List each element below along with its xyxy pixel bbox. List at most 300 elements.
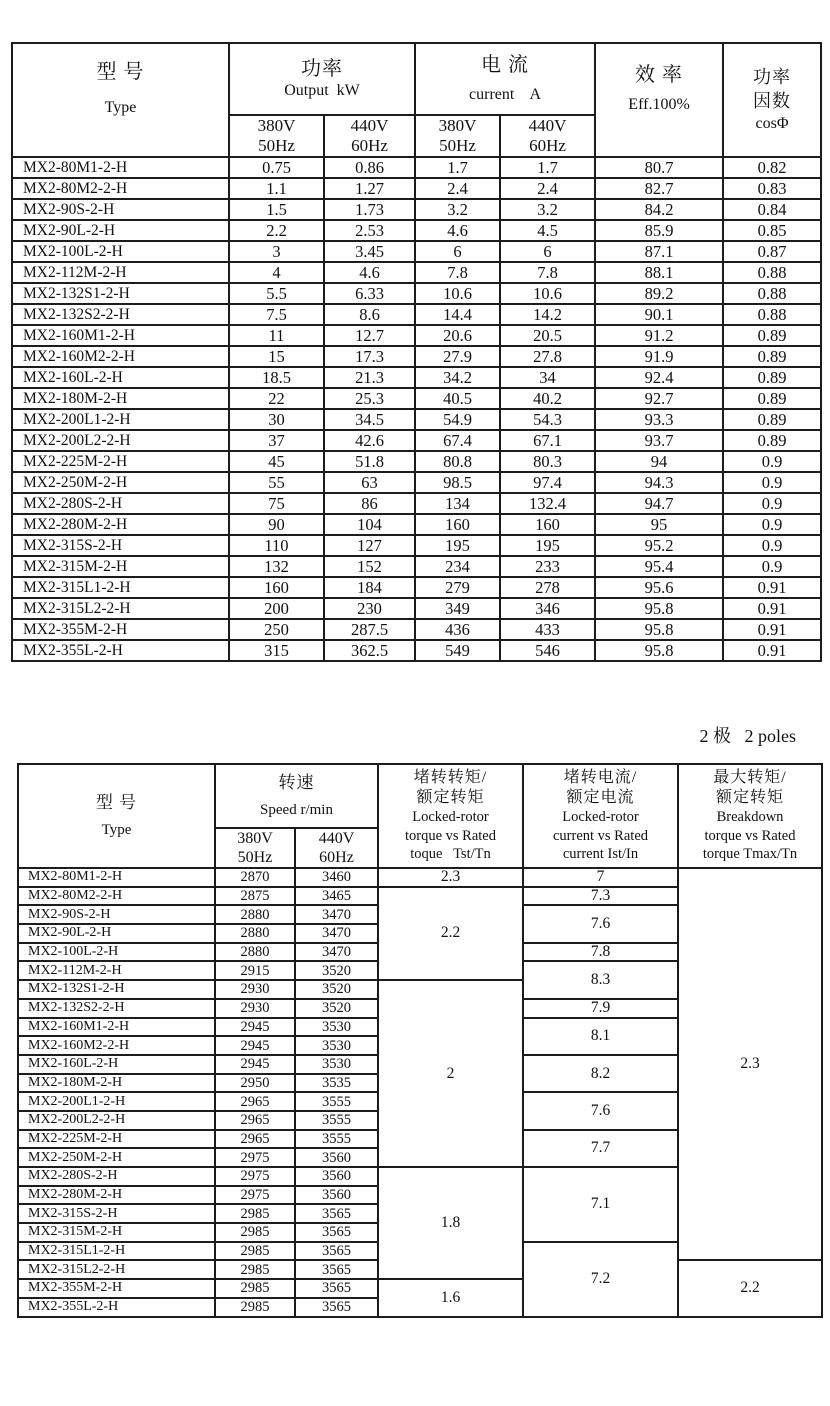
header-power-en: Output kW xyxy=(284,82,360,99)
amp-440v-cell: 54.3 xyxy=(500,409,595,430)
cos-phi-cell: 0.85 xyxy=(723,220,821,241)
subheader-speed-380v xyxy=(215,828,295,868)
kw-440v-cell: 25.3 xyxy=(324,388,415,409)
header-type xyxy=(12,43,229,157)
amp-440v-cell: 546 xyxy=(500,640,595,661)
ist-in-cell: 7.9 xyxy=(523,999,678,1018)
speed-440v-cell: 3560 xyxy=(295,1148,378,1167)
amp-380v-cell: 80.8 xyxy=(415,451,500,472)
speed-380v-cell: 2945 xyxy=(215,1036,295,1055)
kw-380v-cell: 30 xyxy=(229,409,324,430)
table1-row xyxy=(12,409,821,430)
kw-380v-cell: 11 xyxy=(229,325,324,346)
efficiency-cell: 92.4 xyxy=(595,367,723,388)
efficiency-cell: 85.9 xyxy=(595,220,723,241)
speed-380v-cell: 2985 xyxy=(215,1242,295,1261)
cos-phi-cell: 0.87 xyxy=(723,241,821,262)
speed-440v-cell: 3530 xyxy=(295,1036,378,1055)
kw-380v-cell: 22 xyxy=(229,388,324,409)
tst-line: torque vs Rated xyxy=(404,827,496,844)
tst-tn-cell: 2.3 xyxy=(378,868,523,887)
header-locked-rotor-current xyxy=(523,764,678,868)
amp-440v-cell: 20.5 xyxy=(500,325,595,346)
amp-440v-cell: 34 xyxy=(500,367,595,388)
speed-380v-cell: 2930 xyxy=(215,999,295,1018)
model-cell: MX2-200L2-2-H xyxy=(18,1111,215,1130)
tmax-tn-cell: 2.3 xyxy=(678,868,822,1260)
amp-440v-cell: 346 xyxy=(500,598,595,619)
amp-440v-cell: 27.8 xyxy=(500,346,595,367)
spec-table-electrical xyxy=(11,42,822,662)
subheader-speed-440v xyxy=(295,828,378,868)
ist-in-cell: 7.6 xyxy=(523,905,678,942)
subheader-kw-380v xyxy=(229,115,324,157)
tmax-line: torque vs Rated xyxy=(704,827,796,844)
tst-line: 堵转转矩/ xyxy=(413,769,488,787)
kw-440v-cell: 34.5 xyxy=(324,409,415,430)
amp-380v-cell: 67.4 xyxy=(415,430,500,451)
kw-440v-cell: 17.3 xyxy=(324,346,415,367)
model-cell: MX2-315L1-2-H xyxy=(18,1242,215,1261)
header-current-zh: 电 流 xyxy=(481,54,530,76)
amp-440v-cell: 80.3 xyxy=(500,451,595,472)
efficiency-cell: 93.3 xyxy=(595,409,723,430)
table1-row xyxy=(12,241,821,262)
efficiency-cell: 87.1 xyxy=(595,241,723,262)
tmax-line: Breakdown xyxy=(716,809,784,826)
amp-380v-cell: 40.5 xyxy=(415,388,500,409)
kw-440v-cell: 86 xyxy=(324,493,415,514)
speed-380v-cell: 2965 xyxy=(215,1092,295,1111)
model-cell: MX2-250M-2-H xyxy=(12,472,229,493)
ist-in-cell: 8.3 xyxy=(523,961,678,998)
table1-row xyxy=(12,388,821,409)
table1-row xyxy=(12,493,821,514)
speed-440v-cell: 3555 xyxy=(295,1130,378,1149)
model-cell: MX2-280M-2-H xyxy=(18,1186,215,1205)
speed-440v-cell: 3470 xyxy=(295,905,378,924)
table1-body xyxy=(12,157,821,661)
model-cell: MX2-100L-2-H xyxy=(18,943,215,962)
subheader-kw-440v xyxy=(324,115,415,157)
speed-440v-cell: 3565 xyxy=(295,1279,378,1298)
kw-440v-cell: 127 xyxy=(324,535,415,556)
efficiency-cell: 93.7 xyxy=(595,430,723,451)
speed-380v-cell: 2875 xyxy=(215,887,295,906)
cos-phi-cell: 0.91 xyxy=(723,577,821,598)
amp-380v-cell: 1.7 xyxy=(415,157,500,178)
amp-380v-cell: 134 xyxy=(415,493,500,514)
table1-row xyxy=(12,157,821,178)
ist-in-cell: 8.1 xyxy=(523,1018,678,1055)
model-cell: MX2-132S1-2-H xyxy=(18,980,215,999)
model-cell: MX2-355L-2-H xyxy=(18,1298,215,1317)
header-speed xyxy=(215,764,378,828)
table1-row xyxy=(12,598,821,619)
model-cell: MX2-160M2-2-H xyxy=(18,1036,215,1055)
ist-line: current vs Rated xyxy=(552,827,649,844)
amp-440v-cell: 160 xyxy=(500,514,595,535)
model-cell: MX2-160L-2-H xyxy=(18,1055,215,1074)
tst-line: Locked-rotor xyxy=(412,809,489,826)
table1-row xyxy=(12,304,821,325)
efficiency-cell: 92.7 xyxy=(595,388,723,409)
kw-380v-cell: 132 xyxy=(229,556,324,577)
model-cell: MX2-315L2-2-H xyxy=(18,1260,215,1279)
speed-380v-cell: 2945 xyxy=(215,1055,295,1074)
header-type-en: Type xyxy=(104,99,137,116)
speed-440v-cell: 3520 xyxy=(295,980,378,999)
amp-380v-cell: 3.2 xyxy=(415,199,500,220)
ist-in-cell: 7.2 xyxy=(523,1242,678,1317)
model-cell: MX2-180M-2-H xyxy=(18,1074,215,1093)
header-current-en: current A xyxy=(469,86,542,103)
speed-440v-cell: 3460 xyxy=(295,868,378,887)
efficiency-cell: 95.4 xyxy=(595,556,723,577)
amp-440v-cell: 4.5 xyxy=(500,220,595,241)
kw-380v-cell: 1.1 xyxy=(229,178,324,199)
kw-440v-cell: 51.8 xyxy=(324,451,415,472)
speed-380v-cell: 2880 xyxy=(215,905,295,924)
cos-phi-cell: 0.89 xyxy=(723,325,821,346)
table1-row xyxy=(12,640,821,661)
table2-row xyxy=(18,868,822,887)
header-current xyxy=(415,43,595,115)
table1-row xyxy=(12,577,821,598)
speed-380v-cell: 2985 xyxy=(215,1298,295,1317)
efficiency-cell: 95.2 xyxy=(595,535,723,556)
table1-row xyxy=(12,262,821,283)
model-cell: MX2-315M-2-H xyxy=(12,556,229,577)
voltage-label: 440V xyxy=(350,116,389,135)
freq-label: 50Hz xyxy=(439,136,476,155)
kw-440v-cell: 184 xyxy=(324,577,415,598)
model-cell: MX2-90L-2-H xyxy=(12,220,229,241)
tmax-line: torque Tmax/Tn xyxy=(702,846,798,863)
efficiency-cell: 95.8 xyxy=(595,619,723,640)
voltage-label: 380V xyxy=(257,116,296,135)
model-cell: MX2-112M-2-H xyxy=(12,262,229,283)
cos-phi-cell: 0.89 xyxy=(723,346,821,367)
ist-in-cell: 7.8 xyxy=(523,943,678,962)
model-cell: MX2-315L2-2-H xyxy=(12,598,229,619)
ist-in-cell: 8.2 xyxy=(523,1055,678,1092)
voltage-label: 380V xyxy=(438,116,477,135)
table1-row xyxy=(12,619,821,640)
kw-440v-cell: 12.7 xyxy=(324,325,415,346)
kw-440v-cell: 6.33 xyxy=(324,283,415,304)
amp-380v-cell: 54.9 xyxy=(415,409,500,430)
speed-440v-cell: 3560 xyxy=(295,1167,378,1186)
amp-380v-cell: 4.6 xyxy=(415,220,500,241)
speed-380v-cell: 2950 xyxy=(215,1074,295,1093)
tst-tn-cell: 2 xyxy=(378,980,523,1167)
header-speed-en: Speed r/min xyxy=(260,802,333,818)
kw-380v-cell: 75 xyxy=(229,493,324,514)
kw-440v-cell: 3.45 xyxy=(324,241,415,262)
cos-phi-cell: 0.89 xyxy=(723,430,821,451)
header-speed-zh: 转速 xyxy=(278,773,315,792)
amp-440v-cell: 195 xyxy=(500,535,595,556)
model-cell: MX2-80M1-2-H xyxy=(18,868,215,887)
model-cell: MX2-280S-2-H xyxy=(18,1167,215,1186)
table1-row xyxy=(12,472,821,493)
model-cell: MX2-315M-2-H xyxy=(18,1223,215,1242)
cos-phi-cell: 0.89 xyxy=(723,367,821,388)
freq-label: 50Hz xyxy=(258,136,295,155)
amp-440v-cell: 278 xyxy=(500,577,595,598)
amp-380v-cell: 7.8 xyxy=(415,262,500,283)
table1-row xyxy=(12,367,821,388)
speed-440v-cell: 3530 xyxy=(295,1055,378,1074)
ist-line: Locked-rotor xyxy=(562,809,639,826)
model-cell: MX2-132S1-2-H xyxy=(12,283,229,304)
model-cell: MX2-160M1-2-H xyxy=(18,1018,215,1037)
amp-380v-cell: 6 xyxy=(415,241,500,262)
header-type xyxy=(18,764,215,868)
model-cell: MX2-280M-2-H xyxy=(12,514,229,535)
ist-line: 额定电流 xyxy=(566,789,635,807)
model-cell: MX2-80M2-2-H xyxy=(18,887,215,906)
model-cell: MX2-132S2-2-H xyxy=(18,999,215,1018)
efficiency-cell: 80.7 xyxy=(595,157,723,178)
tmax-line: 最大转矩/ xyxy=(713,769,787,787)
amp-380v-cell: 160 xyxy=(415,514,500,535)
model-cell: MX2-280S-2-H xyxy=(12,493,229,514)
ist-line: current Ist/In xyxy=(562,846,639,863)
cos-phi-cell: 0.89 xyxy=(723,409,821,430)
header-pf-zh2: 因数 xyxy=(753,91,792,111)
kw-440v-cell: 362.5 xyxy=(324,640,415,661)
kw-380v-cell: 200 xyxy=(229,598,324,619)
kw-440v-cell: 4.6 xyxy=(324,262,415,283)
model-cell: MX2-80M1-2-H xyxy=(12,157,229,178)
tst-tn-cell: 1.8 xyxy=(378,1167,523,1279)
speed-380v-cell: 2985 xyxy=(215,1204,295,1223)
table1-row xyxy=(12,220,821,241)
voltage-label: 440V xyxy=(528,116,567,135)
cos-phi-cell: 0.83 xyxy=(723,178,821,199)
tst-line: toque Tst/Tn xyxy=(410,846,491,863)
speed-380v-cell: 2975 xyxy=(215,1186,295,1205)
freq-label: 50Hz xyxy=(237,849,273,866)
speed-440v-cell: 3470 xyxy=(295,924,378,943)
tmax-tn-cell: 2.2 xyxy=(678,1260,822,1316)
amp-440v-cell: 40.2 xyxy=(500,388,595,409)
amp-380v-cell: 14.4 xyxy=(415,304,500,325)
table1-row xyxy=(12,178,821,199)
amp-440v-cell: 67.1 xyxy=(500,430,595,451)
cos-phi-cell: 0.88 xyxy=(723,304,821,325)
cos-phi-cell: 0.89 xyxy=(723,388,821,409)
speed-380v-cell: 2965 xyxy=(215,1130,295,1149)
amp-440v-cell: 3.2 xyxy=(500,199,595,220)
speed-440v-cell: 3555 xyxy=(295,1111,378,1130)
table1-row xyxy=(12,199,821,220)
kw-440v-cell: 8.6 xyxy=(324,304,415,325)
header-type-zh: 型 号 xyxy=(96,61,145,83)
speed-380v-cell: 2965 xyxy=(215,1111,295,1130)
amp-440v-cell: 14.2 xyxy=(500,304,595,325)
speed-440v-cell: 3560 xyxy=(295,1186,378,1205)
model-cell: MX2-315S-2-H xyxy=(18,1204,215,1223)
speed-440v-cell: 3565 xyxy=(295,1260,378,1279)
amp-440v-cell: 97.4 xyxy=(500,472,595,493)
header-efficiency xyxy=(595,43,723,157)
amp-440v-cell: 433 xyxy=(500,619,595,640)
amp-440v-cell: 132.4 xyxy=(500,493,595,514)
model-cell: MX2-112M-2-H xyxy=(18,961,215,980)
efficiency-cell: 91.9 xyxy=(595,346,723,367)
model-cell: MX2-355L-2-H xyxy=(12,640,229,661)
speed-440v-cell: 3565 xyxy=(295,1242,378,1261)
header-power-zh: 功率 xyxy=(301,58,343,80)
model-cell: MX2-355M-2-H xyxy=(12,619,229,640)
kw-380v-cell: 2.2 xyxy=(229,220,324,241)
speed-380v-cell: 2870 xyxy=(215,868,295,887)
kw-440v-cell: 152 xyxy=(324,556,415,577)
amp-380v-cell: 34.2 xyxy=(415,367,500,388)
header-breakdown-torque xyxy=(678,764,822,868)
speed-440v-cell: 3470 xyxy=(295,943,378,962)
amp-440v-cell: 1.7 xyxy=(500,157,595,178)
cos-phi-cell: 0.88 xyxy=(723,283,821,304)
model-cell: MX2-315L1-2-H xyxy=(12,577,229,598)
header-efficiency-en: Eff.100% xyxy=(628,96,690,113)
kw-440v-cell: 2.53 xyxy=(324,220,415,241)
amp-380v-cell: 98.5 xyxy=(415,472,500,493)
table1-row xyxy=(12,283,821,304)
header-power-factor xyxy=(723,43,821,157)
kw-440v-cell: 1.73 xyxy=(324,199,415,220)
model-cell: MX2-225M-2-H xyxy=(12,451,229,472)
cos-phi-cell: 0.88 xyxy=(723,262,821,283)
ist-in-cell: 7.7 xyxy=(523,1130,678,1167)
header-efficiency-zh: 效 率 xyxy=(635,64,684,86)
model-cell: MX2-200L1-2-H xyxy=(12,409,229,430)
efficiency-cell: 88.1 xyxy=(595,262,723,283)
amp-380v-cell: 234 xyxy=(415,556,500,577)
voltage-label: 440V xyxy=(318,830,355,847)
speed-380v-cell: 2975 xyxy=(215,1148,295,1167)
subheader-amp-380v xyxy=(415,115,500,157)
speed-440v-cell: 3565 xyxy=(295,1204,378,1223)
kw-440v-cell: 230 xyxy=(324,598,415,619)
cos-phi-cell: 0.9 xyxy=(723,472,821,493)
amp-440v-cell: 2.4 xyxy=(500,178,595,199)
table1-row xyxy=(12,325,821,346)
kw-380v-cell: 0.75 xyxy=(229,157,324,178)
efficiency-cell: 90.1 xyxy=(595,304,723,325)
model-cell: MX2-250M-2-H xyxy=(18,1148,215,1167)
speed-380v-cell: 2985 xyxy=(215,1223,295,1242)
cos-phi-cell: 0.9 xyxy=(723,493,821,514)
kw-440v-cell: 104 xyxy=(324,514,415,535)
amp-380v-cell: 436 xyxy=(415,619,500,640)
cos-phi-cell: 0.84 xyxy=(723,199,821,220)
amp-440v-cell: 7.8 xyxy=(500,262,595,283)
speed-440v-cell: 3535 xyxy=(295,1074,378,1093)
ist-in-cell: 7.6 xyxy=(523,1092,678,1129)
amp-380v-cell: 349 xyxy=(415,598,500,619)
speed-440v-cell: 3520 xyxy=(295,961,378,980)
header-type-en: Type xyxy=(101,822,132,838)
tmax-line: 额定转矩 xyxy=(715,789,784,807)
efficiency-cell: 95.8 xyxy=(595,598,723,619)
table1-row xyxy=(12,430,821,451)
voltage-label: 380V xyxy=(237,830,273,847)
model-cell: MX2-160M1-2-H xyxy=(12,325,229,346)
speed-380v-cell: 2880 xyxy=(215,943,295,962)
model-cell: MX2-160M2-2-H xyxy=(12,346,229,367)
cos-phi-cell: 0.82 xyxy=(723,157,821,178)
speed-440v-cell: 3555 xyxy=(295,1092,378,1111)
speed-380v-cell: 2985 xyxy=(215,1260,295,1279)
kw-380v-cell: 45 xyxy=(229,451,324,472)
kw-380v-cell: 160 xyxy=(229,577,324,598)
header-power xyxy=(229,43,415,115)
model-cell: MX2-132S2-2-H xyxy=(12,304,229,325)
header-type-zh: 型 号 xyxy=(95,793,138,812)
kw-440v-cell: 287.5 xyxy=(324,619,415,640)
kw-380v-cell: 7.5 xyxy=(229,304,324,325)
header-pf-zh1: 功率 xyxy=(753,67,792,87)
model-cell: MX2-225M-2-H xyxy=(18,1130,215,1149)
table1-row xyxy=(12,535,821,556)
kw-380v-cell: 3 xyxy=(229,241,324,262)
kw-380v-cell: 315 xyxy=(229,640,324,661)
kw-380v-cell: 1.5 xyxy=(229,199,324,220)
speed-380v-cell: 2985 xyxy=(215,1279,295,1298)
ist-line: 堵转电流/ xyxy=(563,769,638,787)
speed-380v-cell: 2975 xyxy=(215,1167,295,1186)
cos-phi-cell: 0.9 xyxy=(723,556,821,577)
tst-tn-cell: 2.2 xyxy=(378,887,523,980)
efficiency-cell: 95.8 xyxy=(595,640,723,661)
model-cell: MX2-90S-2-H xyxy=(12,199,229,220)
amp-380v-cell: 549 xyxy=(415,640,500,661)
table2-body xyxy=(18,868,822,1317)
cos-phi-cell: 0.91 xyxy=(723,598,821,619)
cos-phi-cell: 0.9 xyxy=(723,451,821,472)
kw-380v-cell: 5.5 xyxy=(229,283,324,304)
freq-label: 60Hz xyxy=(319,849,354,866)
speed-440v-cell: 3465 xyxy=(295,887,378,906)
model-cell: MX2-90L-2-H xyxy=(18,924,215,943)
amp-380v-cell: 10.6 xyxy=(415,283,500,304)
efficiency-cell: 94 xyxy=(595,451,723,472)
model-cell: MX2-80M2-2-H xyxy=(12,178,229,199)
ist-in-cell: 7 xyxy=(523,868,678,887)
kw-380v-cell: 110 xyxy=(229,535,324,556)
amp-380v-cell: 20.6 xyxy=(415,325,500,346)
cos-phi-cell: 0.9 xyxy=(723,514,821,535)
tst-line: 额定转矩 xyxy=(416,789,485,807)
efficiency-cell: 82.7 xyxy=(595,178,723,199)
amp-380v-cell: 2.4 xyxy=(415,178,500,199)
kw-380v-cell: 18.5 xyxy=(229,367,324,388)
kw-440v-cell: 21.3 xyxy=(324,367,415,388)
efficiency-cell: 84.2 xyxy=(595,199,723,220)
table1-row xyxy=(12,556,821,577)
kw-380v-cell: 15 xyxy=(229,346,324,367)
spec-table-mechanical xyxy=(17,763,823,1318)
table1-row xyxy=(12,451,821,472)
speed-440v-cell: 3530 xyxy=(295,1018,378,1037)
kw-380v-cell: 90 xyxy=(229,514,324,535)
ist-in-cell: 7.1 xyxy=(523,1167,678,1242)
efficiency-cell: 94.3 xyxy=(595,472,723,493)
